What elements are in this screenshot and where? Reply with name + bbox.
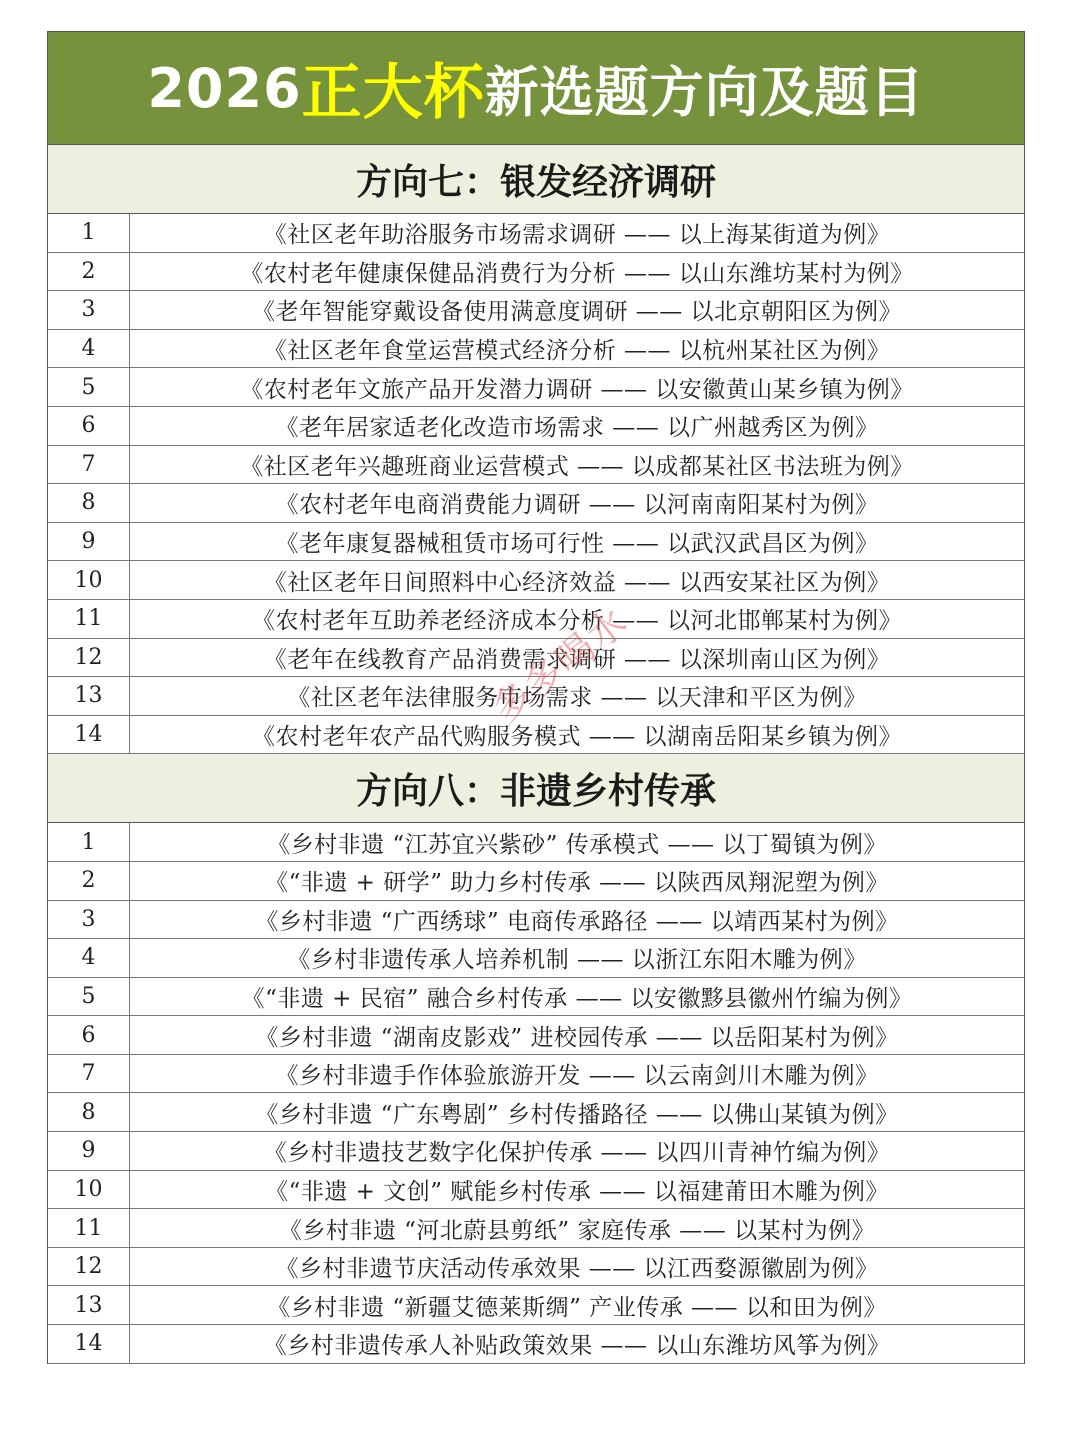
row-topic: 《乡村非遗传承人培养机制 —— 以浙江东阳木雕为例》 (287, 947, 867, 974)
table-row (48, 1016, 1024, 1055)
row-topic: 《乡村非遗 “广东粤剧” 乡村传播路径 —— 以佛山某镇为例》 (255, 1101, 899, 1128)
row-number: 8 (48, 1093, 130, 1131)
row-number: 3 (48, 901, 130, 939)
page-title (48, 32, 1024, 145)
row-number: 13 (48, 1286, 130, 1324)
row-topic: 《社区老年助浴服务市场需求调研 —— 以上海某街道为例》 (263, 222, 891, 249)
row-topic: 《乡村非遗技艺数字化保护传承 —— 以四川青神竹编为例》 (263, 1140, 891, 1167)
row-number: 5 (48, 368, 130, 406)
title-accent: 正大杯 (301, 58, 485, 128)
row-number: 14 (48, 1325, 130, 1363)
row-number: 9 (48, 523, 130, 561)
title-year: 2026 (147, 56, 302, 120)
table-row (48, 823, 1024, 862)
row-topic: 《乡村非遗节庆活动传承效果 —— 以江西婺源徽剧为例》 (275, 1256, 879, 1283)
table-row (48, 484, 1024, 523)
row-number: 6 (48, 407, 130, 445)
row-number: 7 (48, 1055, 130, 1093)
row-topic: 《乡村非遗 “广西绣球” 电商传承路径 —— 以靖西某村为例》 (255, 908, 899, 935)
table-row (48, 330, 1024, 369)
table-row (48, 639, 1024, 678)
row-topic: 《老年智能穿戴设备使用满意度调研 —— 以北京朝阳区为例》 (251, 299, 903, 326)
row-number: 1 (48, 214, 130, 252)
table-row (48, 446, 1024, 485)
row-number: 10 (48, 1171, 130, 1209)
section-heading: 方向七：银发经济调研 (48, 145, 1024, 214)
row-topic: 《农村老年互助养老经济成本分析 —— 以河北邯郸某村为例》 (251, 608, 903, 635)
row-topic: 《乡村非遗传承人补贴政策效果 —— 以山东潍坊风筝为例》 (263, 1333, 891, 1360)
table-row (48, 1325, 1024, 1364)
table-row (48, 523, 1024, 562)
row-number: 4 (48, 939, 130, 977)
table-row (48, 1209, 1024, 1248)
row-number: 5 (48, 978, 130, 1016)
sections-container (48, 145, 1024, 1364)
row-topic: 《“非遗 + 民宿” 融合乡村传承 —— 以安徽黟县徽州竹编为例》 (241, 985, 913, 1012)
row-number: 12 (48, 639, 130, 677)
table-row (48, 1171, 1024, 1210)
table-row (48, 291, 1024, 330)
row-number: 11 (48, 600, 130, 638)
table-row (48, 1286, 1024, 1325)
row-topic: 《老年在线教育产品消费需求调研 —— 以深圳南山区为例》 (263, 646, 891, 673)
row-number: 12 (48, 1248, 130, 1286)
row-topic: 《农村老年健康保健品消费行为分析 —— 以山东潍坊某村为例》 (240, 260, 914, 287)
row-number: 2 (48, 862, 130, 900)
table-row (48, 1055, 1024, 1094)
row-number: 2 (48, 253, 130, 291)
table-row (48, 561, 1024, 600)
table-row (48, 1132, 1024, 1171)
table-row (48, 677, 1024, 716)
row-topic: 《乡村非遗 “新疆艾德莱斯绸” 产业传承 —— 以和田为例》 (267, 1294, 887, 1321)
table-row (48, 978, 1024, 1017)
row-topic: 《乡村非遗 “江苏宜兴紫砂” 传承模式 —— 以丁蜀镇为例》 (267, 831, 887, 858)
topic-table (47, 31, 1025, 1364)
table-row (48, 1248, 1024, 1287)
row-topic: 《乡村非遗手作体验旅游开发 —— 以云南剑川木雕为例》 (275, 1063, 879, 1090)
watermark: 多多喝水 (483, 598, 637, 732)
row-topic: 《乡村非遗 “湖南皮影戏” 进校园传承 —— 以岳阳某村为例》 (255, 1024, 899, 1051)
row-topic: 《农村老年农产品代购服务模式 —— 以湖南岳阳某乡镇为例》 (251, 724, 903, 751)
row-topic: 《乡村非遗 “河北蔚县剪纸” 家庭传承 —— 以某村为例》 (278, 1217, 876, 1244)
row-topic: 《“非遗 + 文创” 赋能乡村传承 —— 以福建莆田木雕为例》 (265, 1178, 889, 1205)
row-number: 10 (48, 561, 130, 599)
row-number: 3 (48, 291, 130, 329)
row-number: 8 (48, 484, 130, 522)
row-topic: 《老年康复器械租赁市场可行性 —— 以武汉武昌区为例》 (275, 531, 879, 558)
row-topic: 《社区老年法律服务市场需求 —— 以天津和平区为例》 (287, 685, 867, 712)
row-topic: 《社区老年日间照料中心经济效益 —— 以西安某社区为例》 (263, 569, 891, 596)
table-row (48, 901, 1024, 940)
row-topic: 《农村老年文旅产品开发潜力调研 —— 以安徽黄山某乡镇为例》 (240, 376, 914, 403)
row-number: 6 (48, 1016, 130, 1054)
table-row (48, 253, 1024, 292)
row-topic: 《社区老年兴趣班商业运营模式 —— 以成都某社区书法班为例》 (240, 453, 914, 480)
table-row (48, 214, 1024, 253)
row-number: 14 (48, 716, 130, 754)
row-number: 4 (48, 330, 130, 368)
table-row (48, 368, 1024, 407)
table-row (48, 862, 1024, 901)
row-topic: 《老年居家适老化改造市场需求 —— 以广州越秀区为例》 (275, 415, 879, 442)
table-row (48, 716, 1024, 755)
table-row (48, 1093, 1024, 1132)
row-number: 11 (48, 1209, 130, 1247)
row-topic: 《“非遗 + 研学” 助力乡村传承 —— 以陕西凤翔泥塑为例》 (265, 870, 889, 897)
title-rest: 新选题方向及题目 (484, 60, 925, 124)
row-number: 1 (48, 823, 130, 861)
section-heading: 方向八：非遗乡村传承 (48, 754, 1024, 823)
row-number: 9 (48, 1132, 130, 1170)
row-number: 7 (48, 446, 130, 484)
table-row (48, 939, 1024, 978)
table-row (48, 407, 1024, 446)
table-row (48, 600, 1024, 639)
row-topic: 《社区老年食堂运营模式经济分析 —— 以杭州某社区为例》 (263, 338, 891, 365)
row-number: 13 (48, 677, 130, 715)
row-topic: 《农村老年电商消费能力调研 —— 以河南南阳某村为例》 (275, 492, 879, 519)
